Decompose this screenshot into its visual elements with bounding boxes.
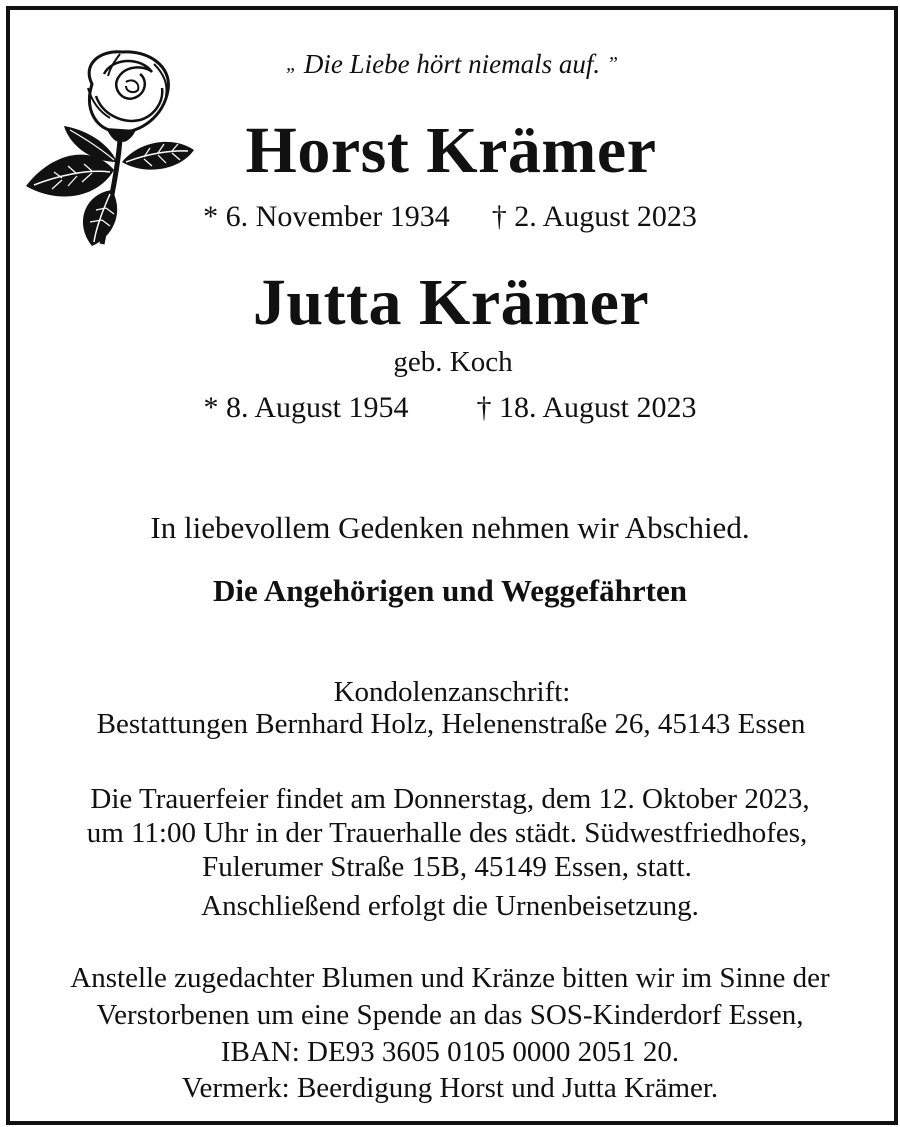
funeral-line-4: Anschließend erfolgt die Urnenbeisetzung. (201, 890, 699, 922)
donation-line-1: Anstelle zugedachter Blumen und Kränze bitten wir im Sinne der (70, 962, 830, 994)
death-date-1: † 2. August 2023 (491, 200, 697, 233)
donation-iban: IBAN: DE93 3605 0105 0000 2051 20. (220, 1036, 680, 1068)
condolence-label: Kondolenzanschrift: (333, 676, 571, 708)
birth-name-2: geb. Koch (393, 346, 513, 378)
birth-date-1: * 6. November 1934 (203, 200, 450, 233)
condolence-address: Bestattungen Bernhard Holz, Helenenstraße 26, 45143 Essen (96, 708, 806, 740)
birth-date-2: * 8. August 1954 (203, 391, 409, 424)
death-date-2: † 18. August 2023 (476, 391, 697, 424)
life-dates-1 (0, 200, 900, 234)
life-dates-2 (0, 391, 900, 425)
deceased-name-2: Jutta Krämer (252, 266, 650, 339)
memorial-quote (2, 49, 900, 80)
funeral-line-2: um 11:00 Uhr in der Trauerhalle des städt. Südwestfriedhofes, (86, 817, 808, 849)
funeral-line-1: Die Trauerfeier findet am Donnerstag, dem 12. Oktober 2023, (90, 783, 810, 815)
donation-line-2: Verstorbenen um eine Spende an das SOS-Kinderdorf Essen, (96, 999, 804, 1031)
farewell-text: In liebevollem Gedenken nehmen wir Abschied. (150, 510, 750, 545)
deceased-name-1: Horst Krämer (245, 114, 657, 187)
funeral-line-3: Fulerumer Straße 15B, 45149 Essen, statt. (202, 851, 692, 883)
signature-mourners: Die Angehörigen und Weggefährten (213, 573, 687, 608)
donation-reference: Vermerk: Beerdigung Horst und Jutta Krämer. (181, 1072, 719, 1104)
quote-close-mark: ” (606, 53, 618, 75)
quote-open-mark: „ (286, 53, 298, 75)
quote-text: Die Liebe hört niemals auf. (303, 49, 601, 79)
